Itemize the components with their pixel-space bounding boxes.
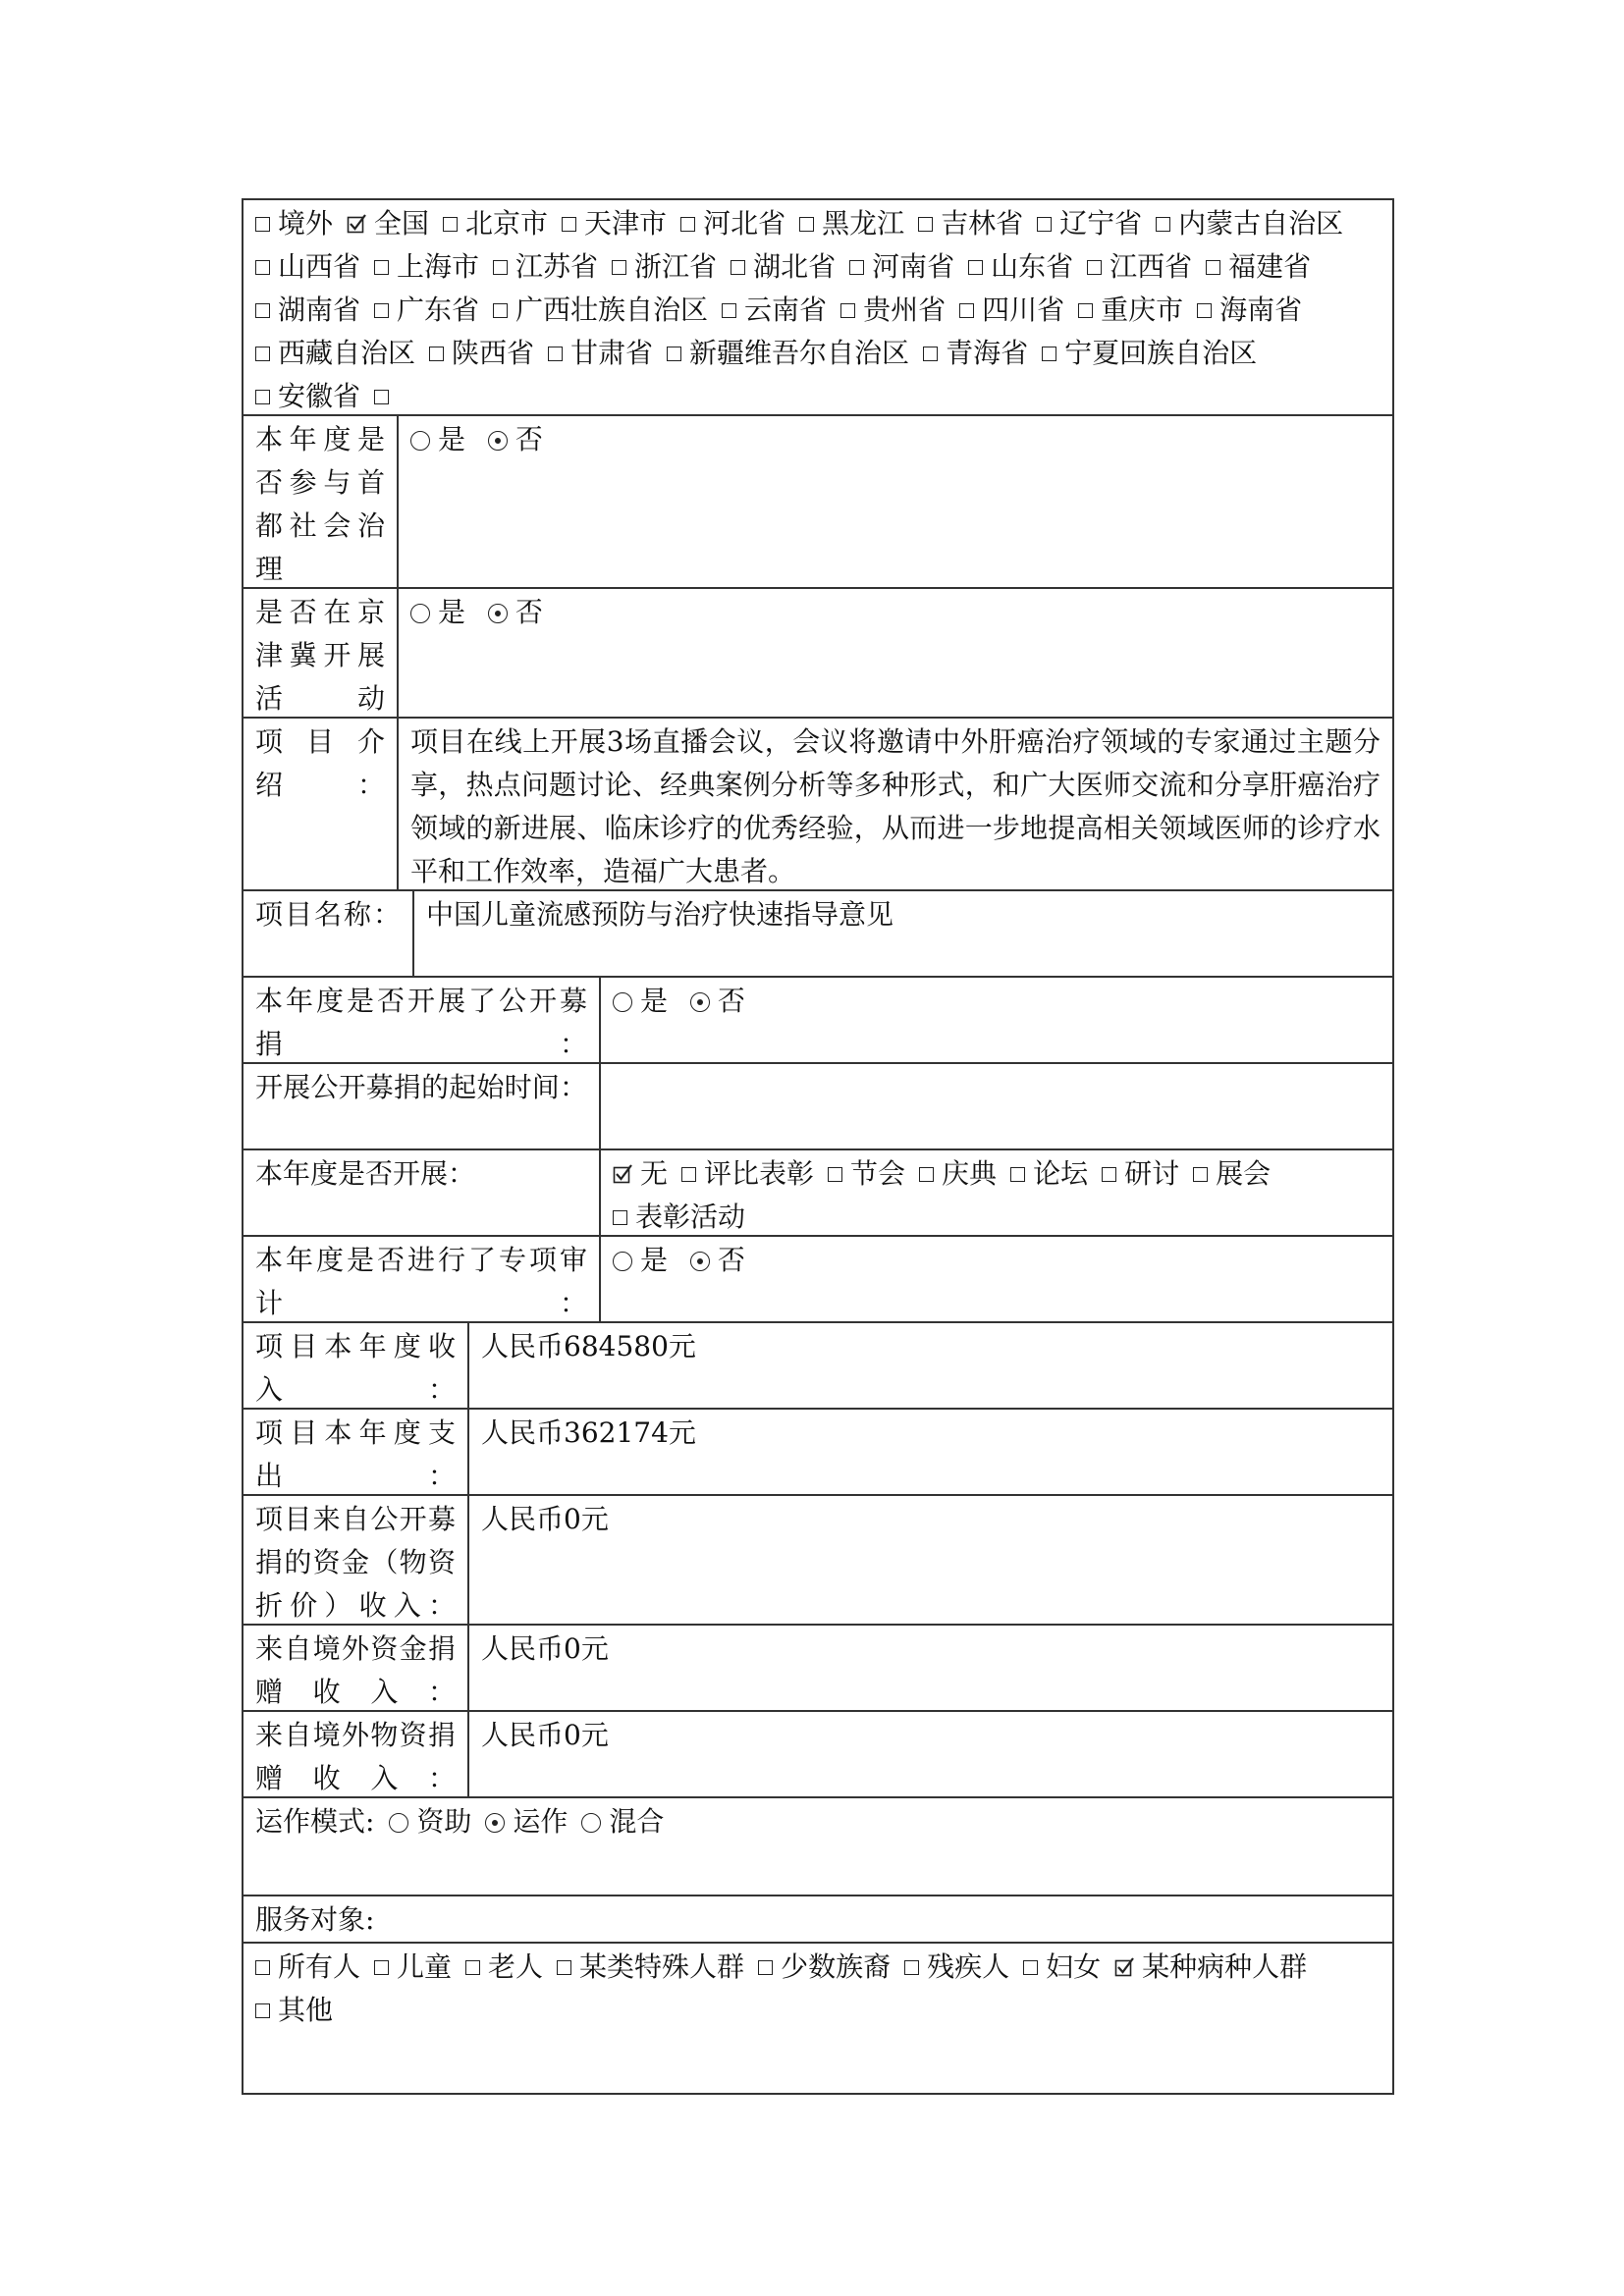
checkbox-icon — [731, 260, 745, 275]
checkbox-icon — [429, 347, 444, 361]
checkbox-icon — [1206, 260, 1220, 275]
region-option-label: 宁夏回族自治区 — [1064, 337, 1258, 369]
region-option[interactable] — [731, 245, 836, 289]
activity-option-label: 论坛 — [1033, 1157, 1089, 1190]
public-funds-row — [242, 1494, 1394, 1624]
project-name-row — [242, 889, 1394, 976]
report-form — [242, 198, 1394, 2095]
region-option[interactable] — [255, 332, 415, 375]
special-audit-label: 本年度是否进行了专项审计： — [255, 1244, 587, 1319]
checkbox-checked-icon — [613, 1163, 634, 1185]
region-option[interactable] — [548, 332, 653, 375]
radio-circle-icon — [613, 1252, 632, 1271]
region-option-label: 河北省 — [703, 207, 786, 240]
checkbox-icon — [904, 1960, 919, 1975]
checkbox-icon — [374, 303, 389, 318]
region-option-label: 河南省 — [872, 250, 955, 283]
region-checkbox-group — [244, 200, 1392, 414]
checkbox-icon — [1087, 260, 1102, 275]
capital-governance-radio-group — [397, 416, 1392, 587]
region-option-label: 江西省 — [1110, 250, 1193, 283]
activities-checkbox-group — [599, 1150, 1392, 1235]
checkbox-icon — [1037, 217, 1052, 232]
annual-income-label: 项目本年度收入： — [255, 1330, 456, 1406]
region-option[interactable] — [493, 245, 598, 289]
service-target-option[interactable] — [374, 1946, 452, 1989]
operation-mode-label: 运作模式: — [255, 1805, 375, 1838]
radio-selected-icon — [485, 1813, 505, 1833]
activity-option[interactable] — [919, 1152, 997, 1196]
radio-circle-icon — [410, 431, 430, 451]
region-option[interactable] — [255, 245, 360, 289]
service-target-option[interactable] — [255, 1989, 333, 2032]
region-option-label: 广东省 — [397, 294, 480, 326]
region-option-label: 福建省 — [1228, 250, 1312, 283]
checkbox-icon — [613, 1210, 627, 1225]
checkbox-icon — [562, 217, 576, 232]
jjj-activity-radio-group — [397, 589, 1392, 717]
region-option[interactable] — [374, 245, 479, 289]
service-targets-row — [242, 1942, 1394, 2095]
activity-option-label: 展会 — [1216, 1157, 1272, 1190]
region-option[interactable] — [722, 289, 827, 332]
region-option-label: 浙江省 — [634, 250, 718, 283]
checkbox-icon — [959, 303, 974, 318]
region-option-label: 黑龙江 — [822, 207, 905, 240]
region-option[interactable] — [493, 289, 708, 332]
service-target-option-label: 少数族裔 — [781, 1950, 892, 1983]
checkbox-icon — [1156, 217, 1170, 232]
service-target-option-label: 某类特殊人群 — [579, 1950, 745, 1983]
project-name-label: 项目名称： — [255, 898, 401, 931]
capital-governance-no-radio[interactable]: 否 — [488, 418, 543, 461]
checkbox-icon — [374, 1960, 389, 1975]
annual-income-row — [242, 1321, 1394, 1408]
operation-mode-option[interactable] — [485, 1800, 568, 1843]
checkbox-icon — [918, 217, 933, 232]
activities-label: 本年度是否开展： — [255, 1157, 476, 1190]
checkbox-icon — [465, 1960, 480, 1975]
annual-expense-value: 人民币362174元 — [467, 1410, 1392, 1494]
capital-governance-label: 本年度是否参与首都社会治理 — [255, 423, 385, 585]
activity-option-label: 表彰活动 — [635, 1201, 746, 1233]
region-option-label: 云南省 — [744, 294, 828, 326]
activity-option[interactable] — [1010, 1152, 1088, 1196]
radio-selected-icon — [690, 992, 710, 1012]
checkbox-icon — [680, 217, 695, 232]
service-targets-label: 服务对象: — [255, 1903, 375, 1936]
checkbox-icon — [255, 217, 270, 232]
region-option[interactable] — [1197, 289, 1302, 332]
service-targets-label-row — [242, 1895, 1394, 1942]
checkbox-icon — [548, 347, 563, 361]
service-target-option[interactable] — [255, 1946, 360, 1989]
region-option[interactable] — [1042, 332, 1257, 375]
service-target-option-label: 所有人 — [278, 1950, 361, 1983]
operation-mode-option-label: 运作 — [513, 1805, 568, 1838]
region-option[interactable] — [840, 289, 946, 332]
project-intro-label: 项目介绍： — [255, 725, 385, 801]
public-funds-value: 人民币0元 — [467, 1496, 1392, 1624]
operation-mode-option-label: 混合 — [609, 1805, 665, 1838]
checkbox-icon — [255, 303, 270, 318]
fundraising-start-value[interactable] — [599, 1064, 1392, 1148]
project-name-value: 中国儿童流感预防与治疗快速指导意见 — [412, 891, 1392, 976]
checkbox-icon — [1102, 1167, 1116, 1182]
region-option[interactable] — [1206, 245, 1311, 289]
region-option-label: 江苏省 — [515, 250, 599, 283]
region-option-label: 陕西省 — [452, 337, 535, 369]
service-target-option-label: 残疾人 — [927, 1950, 1010, 1983]
region-option-label: 西藏自治区 — [278, 337, 416, 369]
activity-option[interactable] — [1193, 1152, 1271, 1196]
checkbox-icon — [923, 347, 938, 361]
region-option-label: 山西省 — [278, 250, 361, 283]
region-option-label: 安徽省 — [278, 380, 361, 412]
fundraising-start-row — [242, 1062, 1394, 1148]
checkbox-icon — [443, 217, 458, 232]
foreign-cash-label: 来自境外资金捐赠收入： — [255, 1632, 456, 1708]
public-fundraising-no-radio[interactable]: 否 — [690, 980, 745, 1023]
checkbox-icon — [1010, 1167, 1025, 1182]
region-option-label: 辽宁省 — [1059, 207, 1143, 240]
region-option-label: 内蒙古自治区 — [1178, 207, 1344, 240]
annual-expense-label: 项目本年度支出： — [255, 1416, 456, 1492]
operation-mode-option-label: 资助 — [416, 1805, 472, 1838]
annual-income-value: 人民币684580元 — [467, 1323, 1392, 1408]
region-option-label: 境外 — [278, 207, 334, 240]
activity-option-label: 无 — [640, 1157, 669, 1190]
region-option-label: 北京市 — [465, 207, 549, 240]
region-option[interactable] — [680, 202, 785, 245]
region-option-label: 山东省 — [991, 250, 1074, 283]
region-option[interactable] — [923, 332, 1028, 375]
region-option-label: 四川省 — [982, 294, 1065, 326]
region-option[interactable] — [799, 202, 904, 245]
region-option-label: 吉林省 — [941, 207, 1024, 240]
capital-governance-yes-radio[interactable]: 是 — [410, 418, 465, 461]
radio-selected-icon — [690, 1252, 710, 1271]
service-target-option-label: 儿童 — [397, 1950, 453, 1983]
checkbox-icon — [493, 303, 508, 318]
checkbox-icon — [1197, 303, 1212, 318]
checkbox-checked-icon — [347, 213, 368, 235]
checkbox-icon — [255, 2003, 270, 2018]
region-option-label: 甘肃省 — [570, 337, 654, 369]
foreign-goods-row — [242, 1710, 1394, 1796]
activity-option-label: 研讨 — [1124, 1157, 1180, 1190]
special-audit-radio-group — [599, 1237, 1392, 1321]
checkbox-icon — [1078, 303, 1093, 318]
service-target-option[interactable] — [1023, 1946, 1101, 1989]
region-option[interactable] — [562, 202, 667, 245]
region-option[interactable] — [612, 245, 717, 289]
region-option[interactable] — [849, 245, 954, 289]
radio-selected-icon — [488, 604, 508, 623]
checkbox-icon — [1042, 347, 1056, 361]
activity-option-label: 评比表彰 — [704, 1157, 815, 1190]
public-fundraising-row — [242, 976, 1394, 1062]
checkbox-icon — [255, 347, 270, 361]
activity-option-label: 庆典 — [942, 1157, 998, 1190]
radio-circle-icon — [613, 992, 632, 1012]
checkbox-icon — [828, 1167, 842, 1182]
operation-mode-radio-group — [244, 1798, 1392, 1895]
activities-row — [242, 1148, 1394, 1235]
checkbox-icon — [255, 390, 270, 404]
jjj-activity-yes-radio[interactable]: 是 — [410, 591, 465, 634]
region-option-label: 青海省 — [946, 337, 1029, 369]
service-target-option-label: 妇女 — [1046, 1950, 1102, 1983]
checkbox-icon — [255, 260, 270, 275]
service-target-option-label: 老人 — [488, 1950, 544, 1983]
activity-option-label: 节会 — [850, 1157, 906, 1190]
radio-circle-icon — [389, 1813, 408, 1833]
region-option-label: 广西壮族自治区 — [515, 294, 709, 326]
region-option[interactable] — [429, 332, 534, 375]
public-fundraising-radio-group — [599, 978, 1392, 1062]
operation-mode-option[interactable] — [389, 1800, 471, 1843]
region-option[interactable] — [443, 202, 548, 245]
foreign-goods-label: 来自境外物资捐赠收入： — [255, 1719, 456, 1794]
project-intro-row — [242, 717, 1394, 889]
region-option[interactable] — [667, 332, 909, 375]
jjj-activity-no-radio[interactable]: 否 — [488, 591, 543, 634]
special-audit-no-radio[interactable]: 否 — [690, 1239, 745, 1282]
jjj-activity-label: 是否在京津冀开展活动 — [255, 596, 385, 715]
region-row — [242, 198, 1394, 414]
public-fundraising-label: 本年度是否开展了公开募捐： — [255, 985, 587, 1060]
operation-mode-row — [242, 1796, 1394, 1895]
foreign-goods-value: 人民币0元 — [467, 1712, 1392, 1796]
region-option-label: 贵州省 — [863, 294, 947, 326]
region-option-label: 湖南省 — [278, 294, 361, 326]
checkbox-icon — [255, 1960, 270, 1975]
region-option[interactable] — [968, 245, 1073, 289]
jjj-activity-row — [242, 587, 1394, 717]
region-option[interactable] — [1037, 202, 1142, 245]
region-option[interactable] — [255, 202, 333, 245]
public-fundraising-yes-radio[interactable]: 是 — [613, 980, 668, 1023]
annual-expense-row — [242, 1408, 1394, 1494]
region-option[interactable] — [374, 375, 397, 418]
activity-option[interactable] — [681, 1152, 814, 1196]
region-option[interactable] — [255, 375, 360, 418]
activity-option[interactable] — [613, 1196, 745, 1239]
region-option[interactable] — [374, 289, 479, 332]
region-option-label: 全国 — [374, 207, 430, 240]
special-audit-row — [242, 1235, 1394, 1321]
checkbox-icon — [919, 1167, 934, 1182]
radio-selected-icon — [488, 431, 508, 451]
special-audit-yes-radio[interactable]: 是 — [613, 1239, 668, 1282]
service-target-option[interactable] — [758, 1946, 891, 1989]
checkbox-icon — [799, 217, 814, 232]
region-option[interactable] — [347, 202, 429, 245]
checkbox-icon — [374, 260, 389, 275]
service-target-option-label: 某种病种人群 — [1142, 1950, 1308, 1983]
fundraising-start-label: 开展公开募捐的起始时间： — [255, 1071, 587, 1103]
foreign-cash-row — [242, 1624, 1394, 1710]
region-option-label: 天津市 — [584, 207, 668, 240]
checkbox-checked-icon — [1114, 1956, 1136, 1978]
operation-mode-option[interactable] — [581, 1800, 664, 1843]
service-target-option[interactable] — [557, 1946, 744, 1989]
radio-circle-icon — [410, 604, 430, 623]
capital-governance-row — [242, 414, 1394, 587]
checkbox-icon — [1193, 1167, 1208, 1182]
region-option-label: 上海市 — [397, 250, 480, 283]
region-option-label: 重庆市 — [1101, 294, 1184, 326]
region-option-label: 湖北省 — [753, 250, 837, 283]
checkbox-icon — [849, 260, 864, 275]
region-option[interactable] — [918, 202, 1023, 245]
public-funds-label: 项目来自公开募捐的资金（物资折价）收入： — [255, 1503, 456, 1622]
checkbox-icon — [758, 1960, 773, 1975]
service-target-option[interactable] — [904, 1946, 1009, 1989]
checkbox-icon — [667, 347, 681, 361]
region-option-label: 新疆维吾尔自治区 — [689, 337, 910, 369]
checkbox-icon — [612, 260, 626, 275]
region-option[interactable] — [959, 289, 1064, 332]
region-option-label: 海南省 — [1219, 294, 1303, 326]
checkbox-icon — [722, 303, 736, 318]
activity-option[interactable] — [1102, 1152, 1179, 1196]
radio-circle-icon — [581, 1813, 601, 1833]
activity-option[interactable] — [828, 1152, 905, 1196]
checkbox-icon — [840, 303, 855, 318]
service-target-option-label: 其他 — [278, 1994, 334, 2026]
project-intro-text: 项目在线上开展3场直播会议，会议将邀请中外肝癌治疗领域的专家通过主题分享，热点问题讨论、经典案例分析等多种形式，和广大医师交流和分享肝癌治疗领域的新进展、临床诊疗的优秀经验，从而进一步地提高相关领域医师的诊疗水平和工作效率，造福广大患者。 — [397, 719, 1392, 889]
foreign-cash-value: 人民币0元 — [467, 1626, 1392, 1710]
service-targets-checkbox-group — [244, 1944, 1392, 2093]
region-option[interactable] — [1156, 202, 1343, 245]
checkbox-icon — [968, 260, 983, 275]
region-option[interactable] — [255, 289, 360, 332]
checkbox-icon — [493, 260, 508, 275]
region-option[interactable] — [1078, 289, 1183, 332]
activity-option[interactable] — [613, 1152, 668, 1196]
checkbox-icon — [681, 1167, 696, 1182]
checkbox-icon — [557, 1960, 571, 1975]
checkbox-icon — [1023, 1960, 1038, 1975]
service-target-option[interactable] — [1114, 1946, 1307, 1989]
checkbox-icon — [374, 390, 389, 404]
region-option[interactable] — [1087, 245, 1192, 289]
service-target-option[interactable] — [465, 1946, 543, 1989]
